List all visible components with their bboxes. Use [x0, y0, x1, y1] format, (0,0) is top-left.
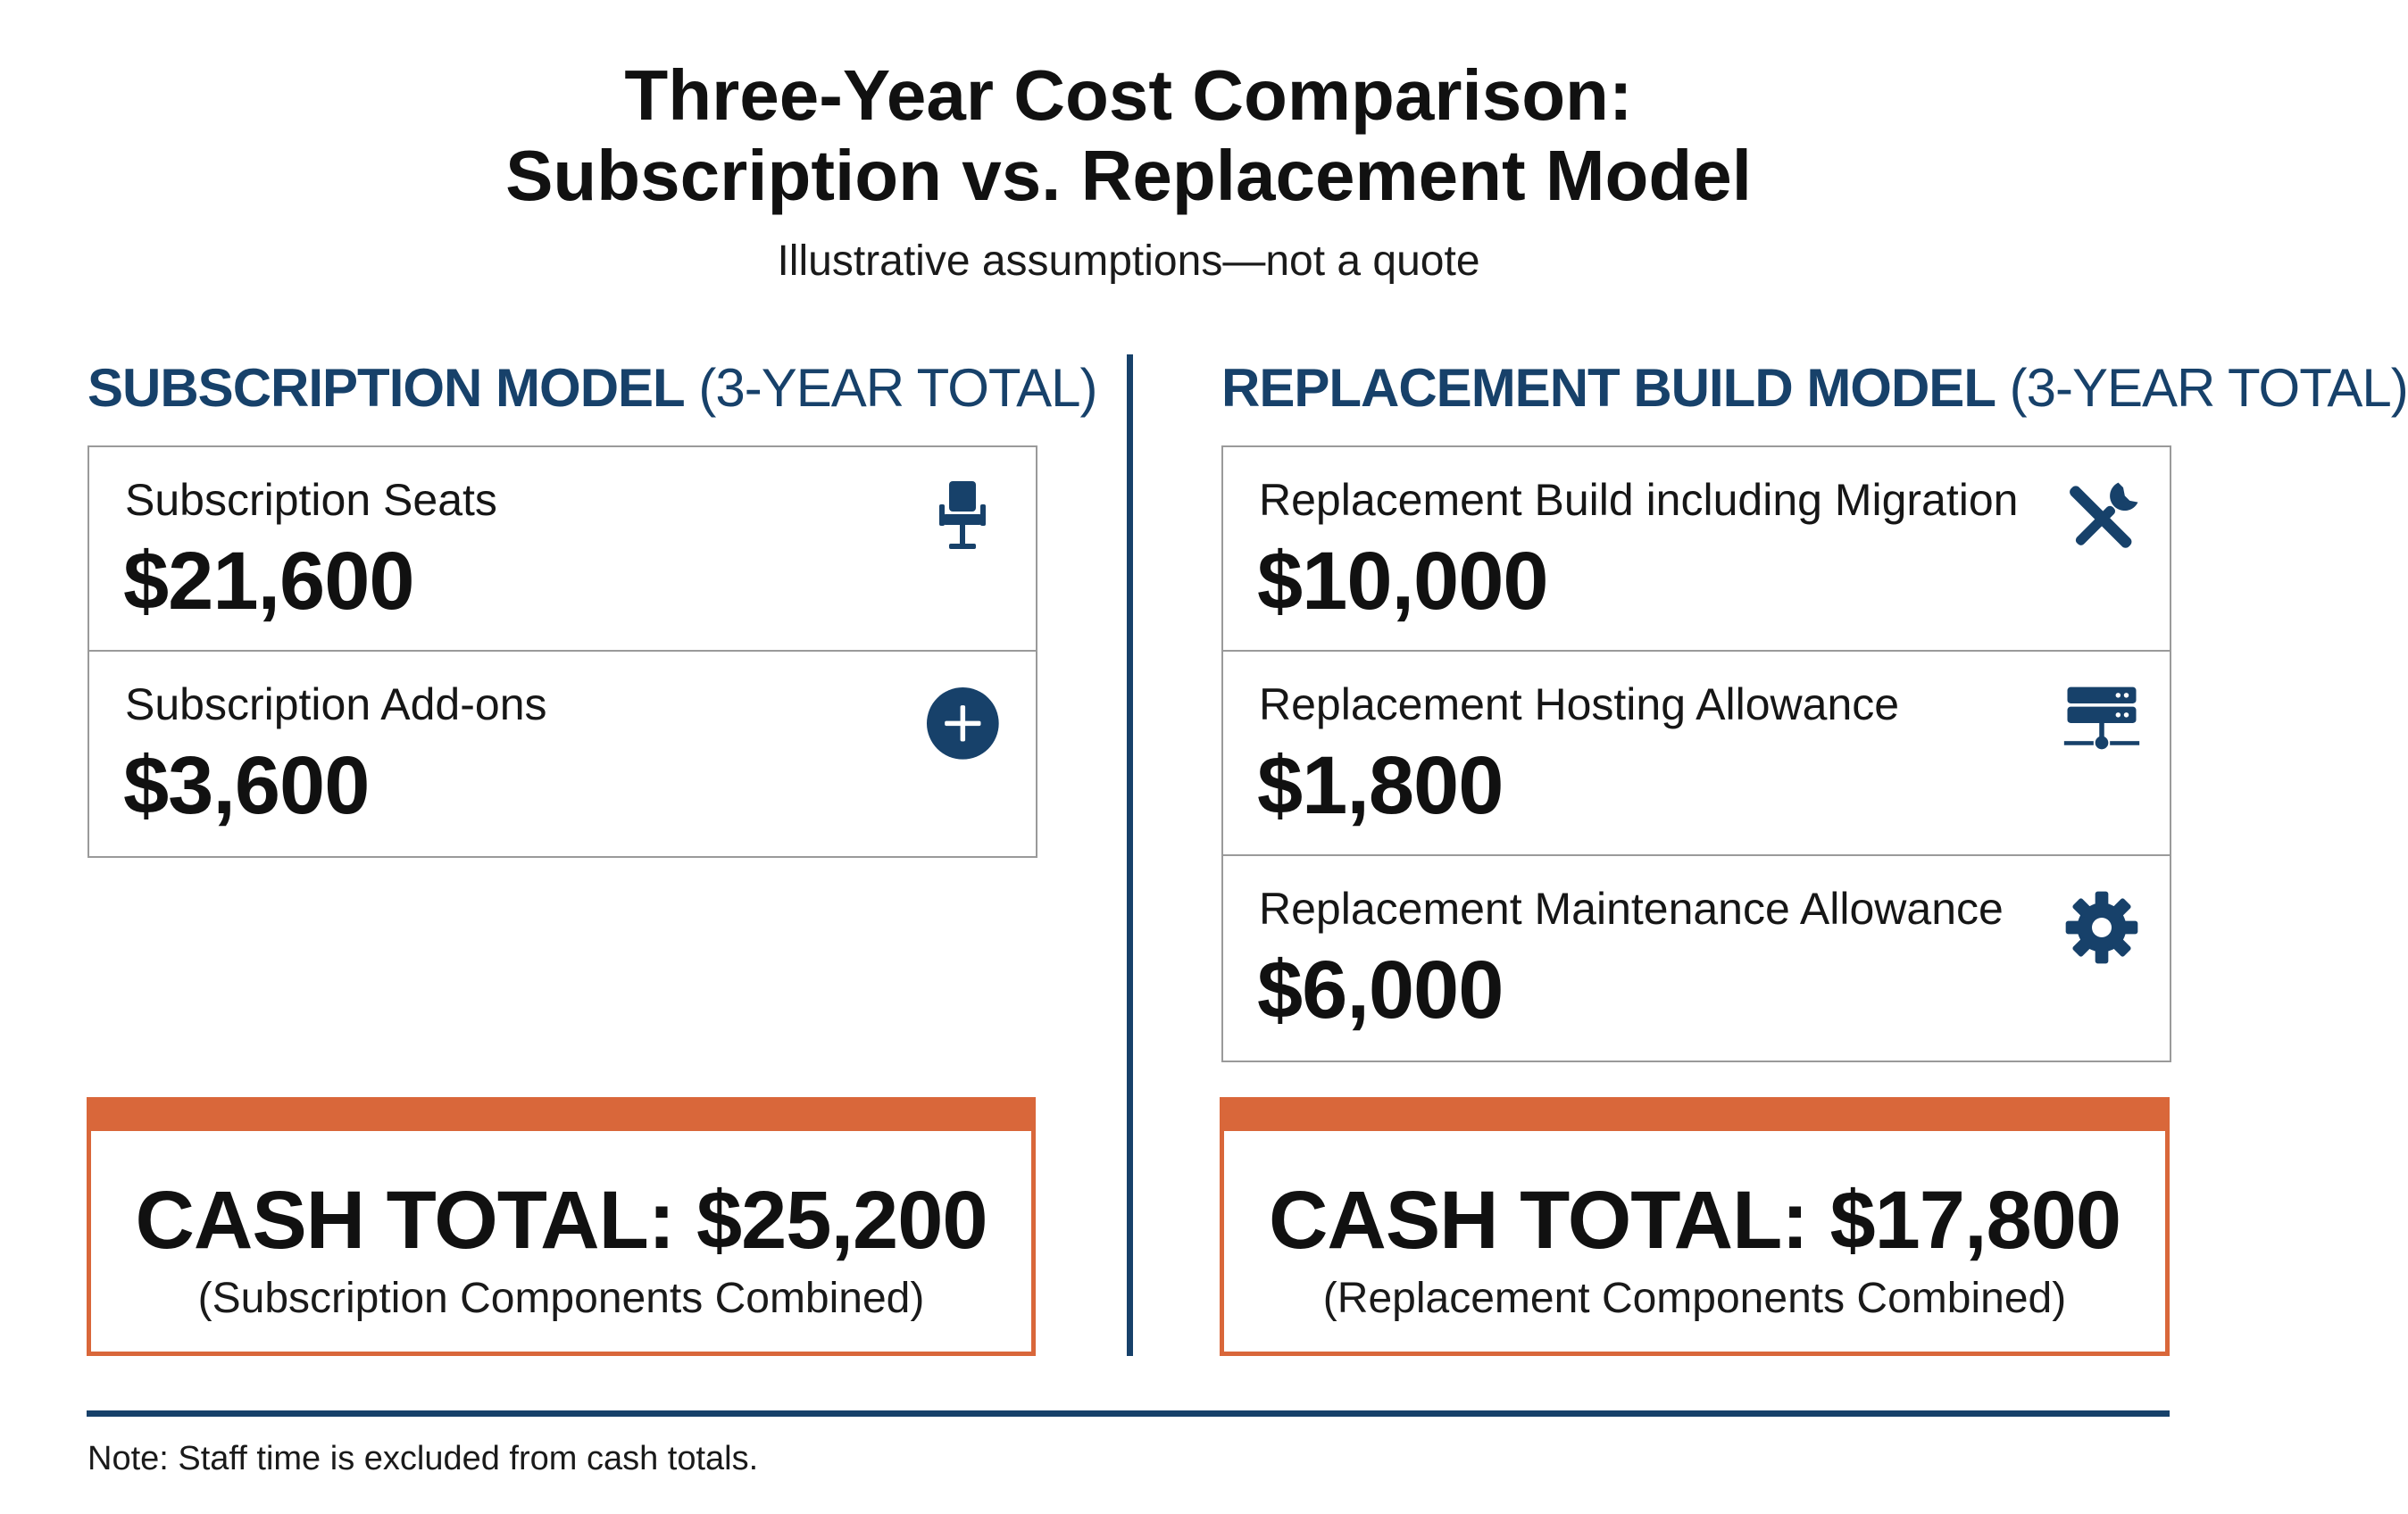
subscription-cash-total: CASH TOTAL: $25,200 — [135, 1175, 987, 1266]
card-value: $21,600 — [123, 536, 414, 627]
replacement-total-box — [1220, 1097, 2170, 1356]
gear-icon — [2062, 888, 2141, 967]
subscription-addons-card — [89, 652, 1036, 856]
page-subtitle: Illustrative assumptions—not a quote — [777, 237, 1480, 285]
replacement-heading-bold: REPLACEMENT BUILD MODEL — [1221, 358, 1996, 418]
replacement-maintenance-card — [1223, 856, 2170, 1061]
subscription-heading-bold: SUBSCRIPTION MODEL — [87, 358, 685, 418]
card-value: $1,800 — [1257, 740, 1504, 831]
subscription-heading-light: (3-YEAR TOTAL) — [698, 358, 1097, 418]
replacement-cost-cards — [1221, 445, 2171, 1062]
title-line-1: Three-Year Cost Comparison: — [624, 55, 1633, 135]
replacement-heading — [1221, 353, 2408, 424]
page-title — [0, 55, 2257, 216]
footer-note: Note: Staff time is excluded from cash totals. — [87, 1440, 759, 1477]
card-value: $3,600 — [123, 740, 370, 831]
card-label: Replacement Hosting Allowance — [1259, 679, 1900, 729]
chair-icon — [920, 474, 1005, 560]
replacement-cash-total: CASH TOTAL: $17,800 — [1268, 1175, 2121, 1266]
column-divider — [1127, 354, 1133, 1356]
subscription-cost-cards — [87, 445, 1037, 858]
replacement-heading-light: (3-YEAR TOTAL) — [2009, 358, 2408, 418]
replacement-hosting-card — [1223, 652, 2170, 856]
card-label: Subscription Add-ons — [125, 679, 547, 729]
footer-rule — [87, 1410, 2170, 1417]
replacement-total-note: (Replacement Components Combined) — [1322, 1275, 2067, 1322]
subscription-seats-card — [89, 447, 1036, 652]
card-value: $6,000 — [1257, 944, 1504, 1036]
server-icon — [2062, 684, 2141, 762]
card-label: Replacement Maintenance Allowance — [1259, 884, 2004, 934]
subscription-total-note: (Subscription Components Combined) — [197, 1275, 925, 1322]
tools-icon — [2064, 479, 2143, 558]
subscription-total-box — [87, 1097, 1036, 1356]
card-label: Subscription Seats — [125, 475, 497, 525]
card-value: $10,000 — [1257, 536, 1548, 627]
title-line-2: Subscription vs. Replacement Model — [505, 136, 1752, 215]
replacement-build-card — [1223, 447, 2170, 652]
plus-circle-icon — [927, 687, 1005, 766]
subscription-heading — [87, 353, 1097, 424]
card-label: Replacement Build including Migration — [1259, 475, 2019, 525]
